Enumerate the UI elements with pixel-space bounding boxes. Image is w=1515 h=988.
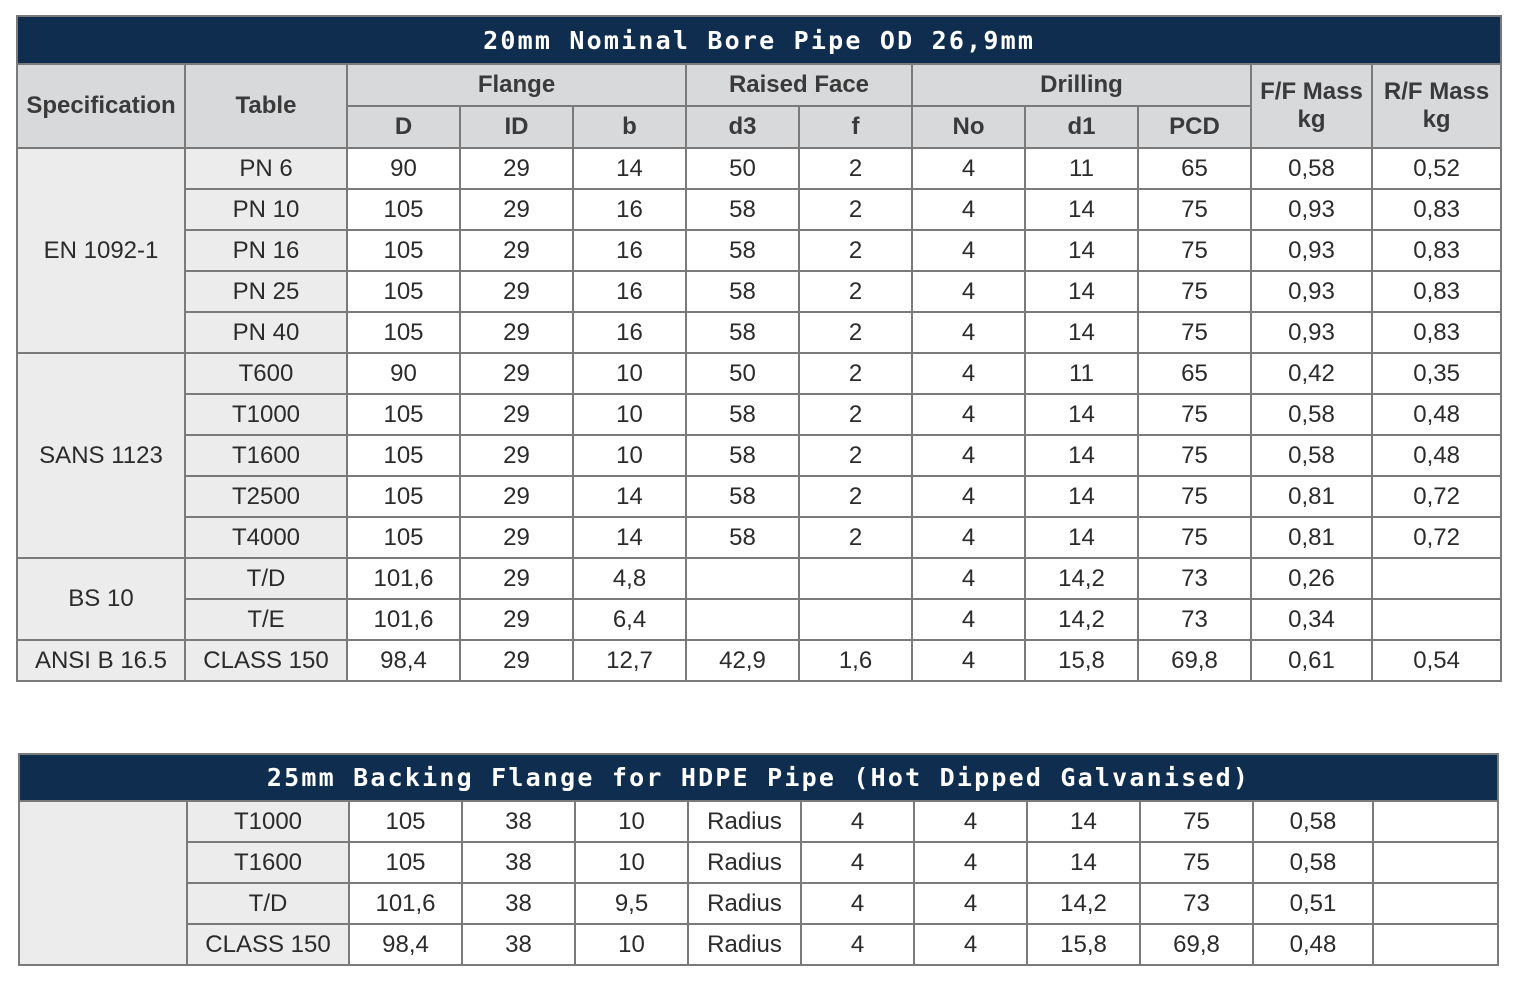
table-cell: 29 bbox=[460, 599, 573, 640]
spec-cell: ANSI B 16.5 bbox=[17, 640, 185, 681]
table-cell: 4 bbox=[801, 924, 914, 965]
table-cell: 16 bbox=[573, 230, 686, 271]
table-row bbox=[17, 558, 1501, 599]
table-cell: 90 bbox=[347, 148, 460, 189]
table-title: 25mm Backing Flange for HDPE Pipe (Hot Dipped Galvanised) bbox=[19, 754, 1498, 801]
subheader-cell: b bbox=[573, 106, 686, 148]
table-cell: 58 bbox=[686, 394, 799, 435]
table-cell-name: CLASS 150 bbox=[185, 640, 347, 681]
table-cell: 42,9 bbox=[686, 640, 799, 681]
table-cell: 90 bbox=[347, 353, 460, 394]
table-cell: 73 bbox=[1140, 883, 1253, 924]
table-row bbox=[17, 189, 1501, 230]
table-cell: 0,83 bbox=[1372, 271, 1501, 312]
table-cell-name: T/D bbox=[185, 558, 347, 599]
table-cell: 0,48 bbox=[1372, 394, 1501, 435]
table-cell: 29 bbox=[460, 558, 573, 599]
flange-table-25mm-hdpe bbox=[18, 753, 1499, 966]
table-cell: 50 bbox=[686, 353, 799, 394]
table-cell bbox=[1373, 883, 1498, 924]
table-cell: 38 bbox=[462, 883, 575, 924]
table-cell: 58 bbox=[686, 312, 799, 353]
table-cell: 4 bbox=[912, 640, 1025, 681]
table-cell-name: T1600 bbox=[187, 842, 349, 883]
table-cell: 105 bbox=[347, 517, 460, 558]
table-row bbox=[17, 148, 1501, 189]
table-cell: 75 bbox=[1138, 312, 1251, 353]
table-cell: 69,8 bbox=[1138, 640, 1251, 681]
table-cell: 0,54 bbox=[1372, 640, 1501, 681]
table-cell: 15,8 bbox=[1025, 640, 1138, 681]
table-cell: 1,6 bbox=[799, 640, 912, 681]
table-cell: 105 bbox=[347, 476, 460, 517]
table-cell: 105 bbox=[349, 801, 462, 842]
table-cell: 4 bbox=[912, 517, 1025, 558]
table-row bbox=[17, 394, 1501, 435]
table-cell: 0,83 bbox=[1372, 189, 1501, 230]
table-row bbox=[17, 271, 1501, 312]
table-cell: 14 bbox=[1025, 435, 1138, 476]
table-cell: 101,6 bbox=[347, 599, 460, 640]
table-cell: 105 bbox=[349, 842, 462, 883]
table-cell: 0,48 bbox=[1372, 435, 1501, 476]
table-cell: 29 bbox=[460, 476, 573, 517]
table-cell: 4 bbox=[912, 435, 1025, 476]
table-cell: 0,58 bbox=[1251, 394, 1372, 435]
table-cell: 14 bbox=[1025, 394, 1138, 435]
table-cell: 4 bbox=[912, 271, 1025, 312]
table-cell: 4 bbox=[801, 883, 914, 924]
table-row bbox=[19, 883, 1498, 924]
table-cell-name: PN 16 bbox=[185, 230, 347, 271]
table-cell: 0,58 bbox=[1253, 801, 1373, 842]
table-cell: 75 bbox=[1138, 394, 1251, 435]
table-cell: 16 bbox=[573, 189, 686, 230]
table-cell-name: T4000 bbox=[185, 517, 347, 558]
table-cell: 73 bbox=[1138, 599, 1251, 640]
table-cell: 0,93 bbox=[1251, 271, 1372, 312]
table-cell: 38 bbox=[462, 801, 575, 842]
table-cell-name: T600 bbox=[185, 353, 347, 394]
table-cell-name: PN 25 bbox=[185, 271, 347, 312]
table-cell: 29 bbox=[460, 517, 573, 558]
table-cell: 69,8 bbox=[1140, 924, 1253, 965]
table-cell: 0,81 bbox=[1251, 476, 1372, 517]
table-cell: 105 bbox=[347, 394, 460, 435]
header-rf-mass-line1: R/F Mass bbox=[1383, 78, 1490, 105]
table-row bbox=[19, 801, 1498, 842]
table-cell: 2 bbox=[799, 476, 912, 517]
table-cell: Radius bbox=[688, 801, 801, 842]
table-cell: 4 bbox=[914, 842, 1027, 883]
table-cell: 10 bbox=[575, 924, 688, 965]
flange-table-20mm bbox=[16, 15, 1502, 682]
table-cell bbox=[1373, 801, 1498, 842]
table-cell: 0,72 bbox=[1372, 476, 1501, 517]
table-cell: 10 bbox=[573, 394, 686, 435]
table-cell: 65 bbox=[1138, 353, 1251, 394]
table-cell: 101,6 bbox=[347, 558, 460, 599]
table-cell-name: CLASS 150 bbox=[187, 924, 349, 965]
table-cell: 75 bbox=[1138, 230, 1251, 271]
table-cell: 4 bbox=[912, 189, 1025, 230]
table-cell: 75 bbox=[1138, 476, 1251, 517]
table-cell: 58 bbox=[686, 517, 799, 558]
spec-cell: EN 1092-1 bbox=[17, 148, 185, 353]
table-cell: 58 bbox=[686, 476, 799, 517]
table-cell: 10 bbox=[575, 842, 688, 883]
subheader-cell: ID bbox=[460, 106, 573, 148]
subheader-cell: No bbox=[912, 106, 1025, 148]
table-cell: 105 bbox=[347, 312, 460, 353]
table-cell: 2 bbox=[799, 148, 912, 189]
table-cell bbox=[1372, 558, 1501, 599]
table-cell: 14 bbox=[1027, 801, 1140, 842]
header-ff-mass bbox=[1251, 64, 1372, 148]
table-cell: 4 bbox=[912, 394, 1025, 435]
table-row bbox=[17, 353, 1501, 394]
table-cell: 16 bbox=[573, 271, 686, 312]
table-cell: 4 bbox=[912, 476, 1025, 517]
table-cell: 4 bbox=[912, 312, 1025, 353]
table-cell: 75 bbox=[1138, 189, 1251, 230]
table-cell: 75 bbox=[1138, 435, 1251, 476]
subheader-cell: f bbox=[799, 106, 912, 148]
table-cell: 0,58 bbox=[1251, 435, 1372, 476]
table-cell: 0,48 bbox=[1253, 924, 1373, 965]
table-cell-name: T1600 bbox=[185, 435, 347, 476]
table-cell: 0,93 bbox=[1251, 230, 1372, 271]
table-row bbox=[17, 476, 1501, 517]
table-cell: 58 bbox=[686, 271, 799, 312]
table-row bbox=[17, 517, 1501, 558]
table-cell: 14 bbox=[1025, 517, 1138, 558]
table-cell: 105 bbox=[347, 230, 460, 271]
header-table: Table bbox=[185, 64, 347, 148]
table-cell: 4 bbox=[912, 230, 1025, 271]
header-ff-mass-line2: kg bbox=[1297, 106, 1326, 133]
header-rf-mass bbox=[1372, 64, 1501, 148]
table-cell: 4 bbox=[912, 599, 1025, 640]
table-cell: 15,8 bbox=[1027, 924, 1140, 965]
table-cell bbox=[686, 599, 799, 640]
table-cell: 14,2 bbox=[1027, 883, 1140, 924]
table-cell: 0,83 bbox=[1372, 230, 1501, 271]
table-cell: 75 bbox=[1140, 801, 1253, 842]
table-cell: 0,52 bbox=[1372, 148, 1501, 189]
table-cell: Radius bbox=[688, 842, 801, 883]
header-rf-mass-line2: kg bbox=[1422, 106, 1451, 133]
table-row bbox=[17, 312, 1501, 353]
table-cell: 0,83 bbox=[1372, 312, 1501, 353]
table-cell: 29 bbox=[460, 230, 573, 271]
table-cell: 2 bbox=[799, 435, 912, 476]
table-cell bbox=[1372, 599, 1501, 640]
table-cell: 14 bbox=[573, 517, 686, 558]
table-cell: 29 bbox=[460, 435, 573, 476]
header-flange: Flange bbox=[347, 64, 686, 106]
table-cell: 10 bbox=[573, 353, 686, 394]
table-cell: 14 bbox=[1025, 312, 1138, 353]
table-cell: 11 bbox=[1025, 353, 1138, 394]
table-cell: 29 bbox=[460, 189, 573, 230]
spec-cell: BS 10 bbox=[17, 558, 185, 640]
table-cell bbox=[1373, 924, 1498, 965]
table-row bbox=[17, 435, 1501, 476]
table-cell-name: T1000 bbox=[185, 394, 347, 435]
table-cell-name: PN 6 bbox=[185, 148, 347, 189]
table-cell: 0,81 bbox=[1251, 517, 1372, 558]
table-cell-name: PN 40 bbox=[185, 312, 347, 353]
table-cell: 29 bbox=[460, 394, 573, 435]
header-specification: Specification bbox=[17, 64, 185, 148]
table-cell: 29 bbox=[460, 271, 573, 312]
table-cell: 4,8 bbox=[573, 558, 686, 599]
table-cell: 4 bbox=[801, 801, 914, 842]
table-cell: 14 bbox=[573, 476, 686, 517]
table-cell: 4 bbox=[912, 353, 1025, 394]
table-cell: 10 bbox=[573, 435, 686, 476]
table-cell: 2 bbox=[799, 189, 912, 230]
table-cell: 58 bbox=[686, 189, 799, 230]
table-cell: 14 bbox=[1025, 189, 1138, 230]
table-row bbox=[17, 230, 1501, 271]
table-cell: 4 bbox=[912, 558, 1025, 599]
table-row bbox=[17, 640, 1501, 681]
table-cell: 0,58 bbox=[1253, 842, 1373, 883]
table-title: 20mm Nominal Bore Pipe OD 26,9mm bbox=[17, 16, 1501, 64]
subheader-cell: d1 bbox=[1025, 106, 1138, 148]
table-cell-name: T2500 bbox=[185, 476, 347, 517]
table-cell: 14 bbox=[1025, 230, 1138, 271]
table-cell-name: PN 10 bbox=[185, 189, 347, 230]
table-cell: 58 bbox=[686, 230, 799, 271]
table-cell: 2 bbox=[799, 353, 912, 394]
table-cell: 2 bbox=[799, 394, 912, 435]
table-cell bbox=[686, 558, 799, 599]
table-cell: 11 bbox=[1025, 148, 1138, 189]
table-body bbox=[19, 801, 1498, 965]
table-cell: 98,4 bbox=[349, 924, 462, 965]
table-cell: 14,2 bbox=[1025, 558, 1138, 599]
table-cell: 4 bbox=[914, 883, 1027, 924]
subheader-cell: PCD bbox=[1138, 106, 1251, 148]
table-cell: 38 bbox=[462, 924, 575, 965]
table-cell: 0,72 bbox=[1372, 517, 1501, 558]
table-cell: 75 bbox=[1138, 517, 1251, 558]
table-cell bbox=[1373, 842, 1498, 883]
table-cell: 38 bbox=[462, 842, 575, 883]
table-cell: 0,61 bbox=[1251, 640, 1372, 681]
table-cell: 0,51 bbox=[1253, 883, 1373, 924]
table-cell-name: T/E bbox=[185, 599, 347, 640]
table-cell: 4 bbox=[801, 842, 914, 883]
table-cell-name: T/D bbox=[187, 883, 349, 924]
table-cell bbox=[799, 558, 912, 599]
table-cell: 6,4 bbox=[573, 599, 686, 640]
table-cell bbox=[799, 599, 912, 640]
table-cell: 2 bbox=[799, 312, 912, 353]
header-ff-mass-line1: F/F Mass bbox=[1260, 78, 1363, 105]
table-row bbox=[19, 842, 1498, 883]
table-cell: 2 bbox=[799, 230, 912, 271]
table-cell: 0,42 bbox=[1251, 353, 1372, 394]
table-cell-name: T1000 bbox=[187, 801, 349, 842]
table-cell: 14 bbox=[1027, 842, 1140, 883]
table-cell: 29 bbox=[460, 353, 573, 394]
header-drilling: Drilling bbox=[912, 64, 1251, 106]
header-raised-face: Raised Face bbox=[686, 64, 912, 106]
table-cell: 105 bbox=[347, 435, 460, 476]
spec-cell: SANS 1123 bbox=[17, 353, 185, 558]
table-cell: 9,5 bbox=[575, 883, 688, 924]
table-cell: 2 bbox=[799, 271, 912, 312]
table-cell: 10 bbox=[575, 801, 688, 842]
table-cell: 4 bbox=[912, 148, 1025, 189]
table-cell: 98,4 bbox=[347, 640, 460, 681]
table-cell: 2 bbox=[799, 517, 912, 558]
table-cell: Radius bbox=[688, 883, 801, 924]
table-cell: 0,93 bbox=[1251, 189, 1372, 230]
table-cell: 65 bbox=[1138, 148, 1251, 189]
table-cell: 0,34 bbox=[1251, 599, 1372, 640]
table-cell: 29 bbox=[460, 148, 573, 189]
table-body bbox=[17, 148, 1501, 681]
table-cell: 0,35 bbox=[1372, 353, 1501, 394]
table-cell: 50 bbox=[686, 148, 799, 189]
table-cell: 16 bbox=[573, 312, 686, 353]
table-cell: 58 bbox=[686, 435, 799, 476]
table-cell: 0,26 bbox=[1251, 558, 1372, 599]
table-cell: 29 bbox=[460, 640, 573, 681]
table-cell: 0,58 bbox=[1251, 148, 1372, 189]
table-cell: Radius bbox=[688, 924, 801, 965]
table-cell: 4 bbox=[914, 924, 1027, 965]
table-cell: 12,7 bbox=[573, 640, 686, 681]
table-cell: 105 bbox=[347, 189, 460, 230]
table-cell: 29 bbox=[460, 312, 573, 353]
table-cell: 75 bbox=[1140, 842, 1253, 883]
table-row bbox=[19, 924, 1498, 965]
table-cell: 14,2 bbox=[1025, 599, 1138, 640]
subheader-cell: d3 bbox=[686, 106, 799, 148]
table-cell: 4 bbox=[914, 801, 1027, 842]
spec-cell bbox=[19, 801, 187, 965]
table-row bbox=[17, 599, 1501, 640]
table-cell: 14 bbox=[1025, 271, 1138, 312]
table-cell: 101,6 bbox=[349, 883, 462, 924]
table-cell: 73 bbox=[1138, 558, 1251, 599]
table-cell: 0,93 bbox=[1251, 312, 1372, 353]
table-cell: 105 bbox=[347, 271, 460, 312]
table-cell: 75 bbox=[1138, 271, 1251, 312]
table-cell: 14 bbox=[573, 148, 686, 189]
subheader-cell: D bbox=[347, 106, 460, 148]
table-cell: 14 bbox=[1025, 476, 1138, 517]
